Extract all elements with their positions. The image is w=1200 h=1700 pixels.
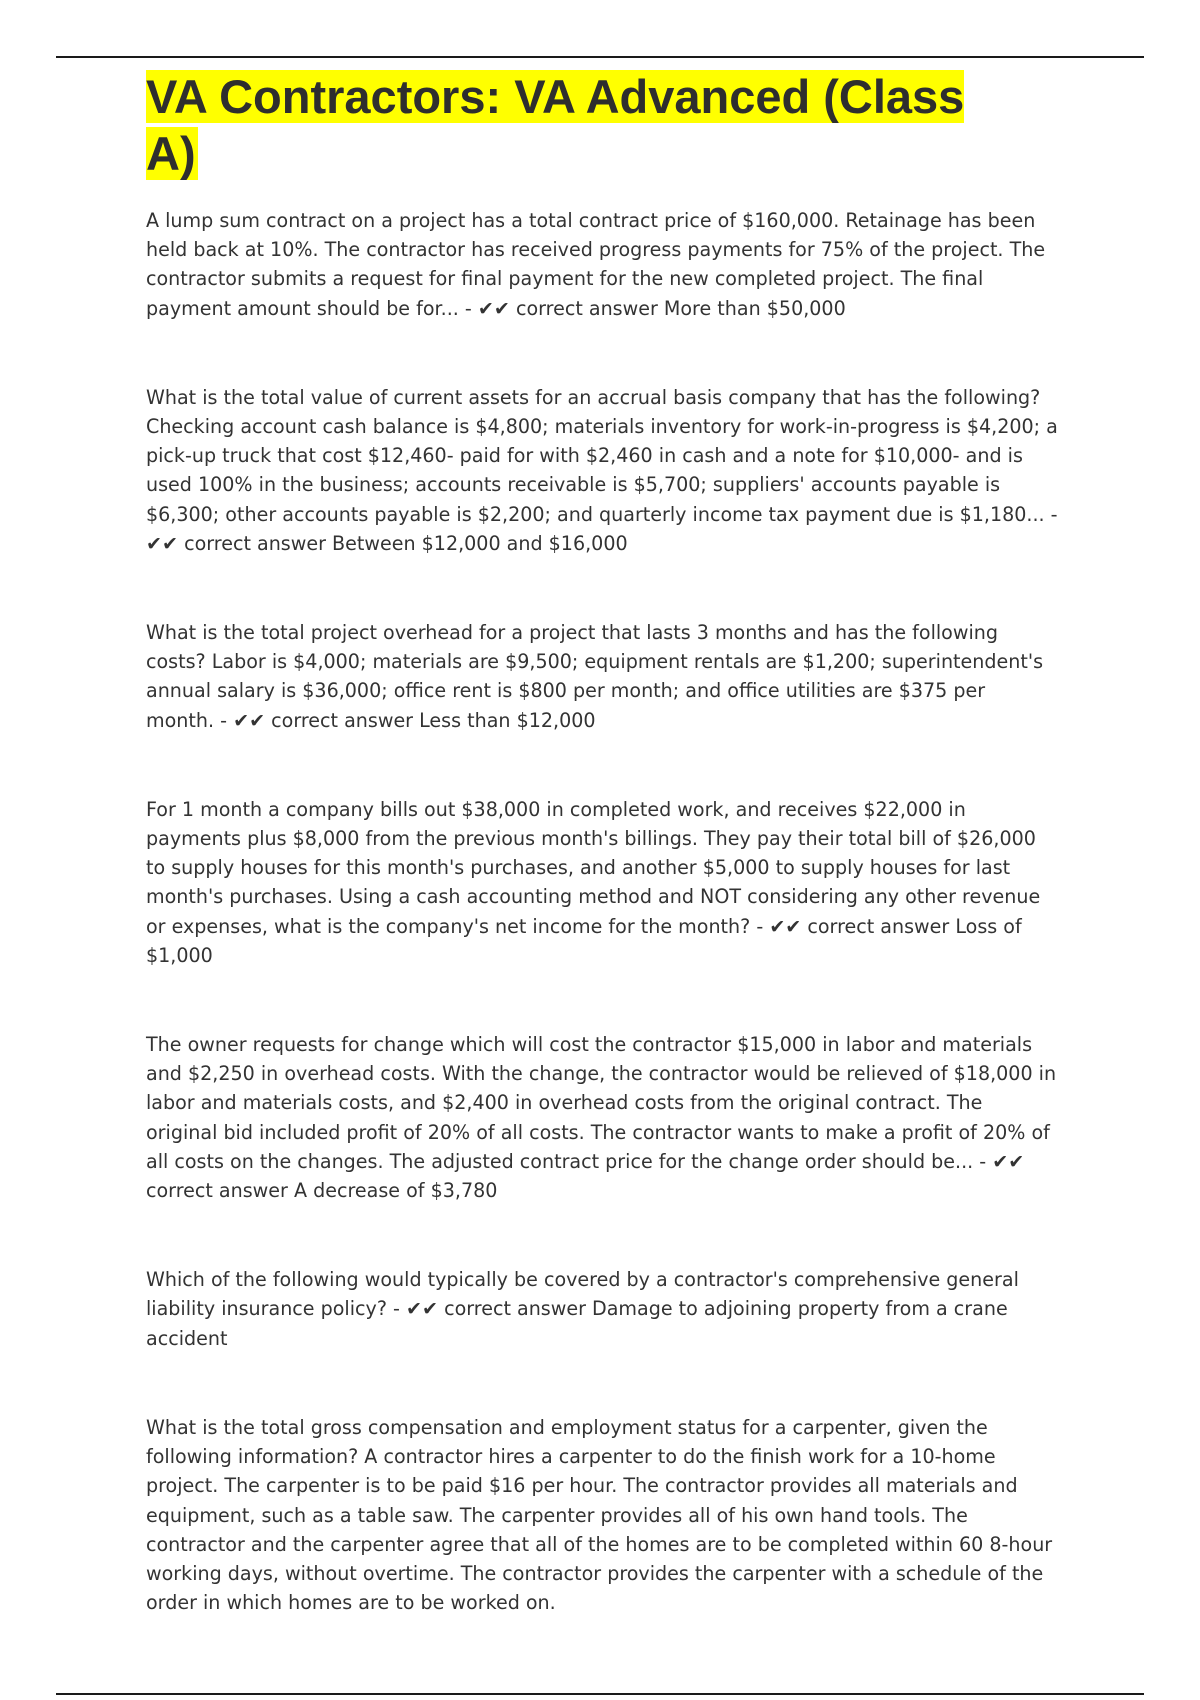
qa-item — [146, 618, 1058, 735]
answer-prefix: correct answer — [438, 1297, 593, 1321]
question-text: A lump sum contract on a project has a total contract price of $160,000. Retainage has been held back at 10%. The contractor has received progress payments for 75% of the project. The contractor submits a request for final payment for the new completed project. The final payment amount should be for... — [146, 209, 1046, 320]
answer-text: Loss of $1,000 — [146, 914, 1022, 967]
double-check-icon: ✔✔ — [992, 1149, 1025, 1173]
separator: - — [458, 296, 478, 320]
answer-prefix: correct answer — [801, 914, 956, 938]
separator: - — [386, 1297, 406, 1321]
separator: - — [214, 708, 234, 732]
separator: - — [1044, 502, 1058, 526]
question-text: What is the total value of current assets for an accrual basis company that has the following? Checking account cash balance is $4,800; materials inventory for work-in-progress is $4,200; a pick-up truck that cost $12,460- paid for with $2,460 in cash and a note for $10,000- and is used 100% in the business; accounts receivable is $5,700; suppliers' accounts payable is $6,300; other accounts payable is $2,200; and quarterly income tax payment due is $1,180... — [146, 385, 1058, 526]
qa-item — [146, 383, 1058, 558]
question-text: For 1 month a company bills out $38,000 in completed work, and receives $22,000 in payments plus $8,000 from the previous month's billings. They pay their total bill of $26,000 to supply houses for this month's purchases, and another $5,000 to supply houses for last month's purchases. Using a cash accounting method and NOT considering any other revenue or expenses, what is the company's net income for the month? — [146, 797, 1041, 938]
answer-prefix: correct answer — [178, 531, 333, 555]
answer-text: Damage to adjoining property from a crane accident — [146, 1297, 1008, 1350]
answer-text: A decrease of $3,780 — [293, 1179, 498, 1203]
answer-prefix: correct answer — [146, 1179, 294, 1203]
qa-item — [146, 1265, 1058, 1353]
qa-item — [146, 795, 1058, 970]
question-text: What is the total gross compensation and employment status for a carpenter, given the following information? A contractor hires a carpenter to do the finish work for a 10-home project. The carpenter is to be paid $16 per hour. The contractor provides all materials and equipment, such as a table saw. The carpenter provides all of his own hand tools. The contractor and the carpenter agree that all of the homes are to be completed within 60 8-hour working days, without overtime. The contractor provides the carpenter with a schedule of the order in which homes are to be worked on. — [146, 1415, 1053, 1615]
question-text: Which of the following would typically be covered by a contractor's comprehensive general liability insurance policy? — [146, 1268, 1019, 1321]
answer-text: Between $12,000 and $16,000 — [332, 531, 628, 555]
double-check-icon: ✔✔ — [406, 1297, 438, 1321]
double-check-icon: ✔✔ — [146, 531, 178, 555]
double-check-icon: ✔✔ — [233, 708, 266, 732]
answer-text: More than $50,000 — [663, 296, 846, 320]
qa-item — [146, 1413, 1058, 1617]
answer-prefix: correct answer — [509, 296, 664, 320]
top-rule — [56, 56, 1144, 58]
question-text: What is the total project overhead for a project that lasts 3 months and has the following costs? Labor is $4,000; materials are $9,500; equipment rentals are $1,200; superintendent's annual salary is $36,000; office rent is $800 per month; and office utilities are $375 per month. — [146, 621, 1044, 732]
answer-prefix: correct answer — [265, 708, 420, 732]
double-check-icon: ✔✔ — [477, 296, 510, 320]
bottom-rule — [56, 1693, 1144, 1695]
question-text: The owner requests for change which will cost the contractor $15,000 in labor and materials and $2,250 in overhead costs. With the change, the contractor would be relieved of $18,000 in labor and materials costs, and $2,400 in overhead costs from the original contract. The original bid included profit of 20% of all costs. The contractor wants to make a profit of 20% of all costs on the changes. The adjusted contract price for the change order should be... — [146, 1033, 1057, 1173]
qa-item — [146, 1030, 1058, 1205]
title-highlight: VA Contractors: VA Advanced (Class A) — [146, 70, 965, 180]
separator: - — [973, 1149, 993, 1173]
document-body — [146, 68, 1058, 1617]
page-title — [146, 68, 1026, 182]
separator: - — [750, 914, 770, 938]
qa-item — [146, 206, 1058, 323]
double-check-icon: ✔✔ — [769, 914, 802, 938]
answer-text: Less than $12,000 — [419, 708, 596, 732]
